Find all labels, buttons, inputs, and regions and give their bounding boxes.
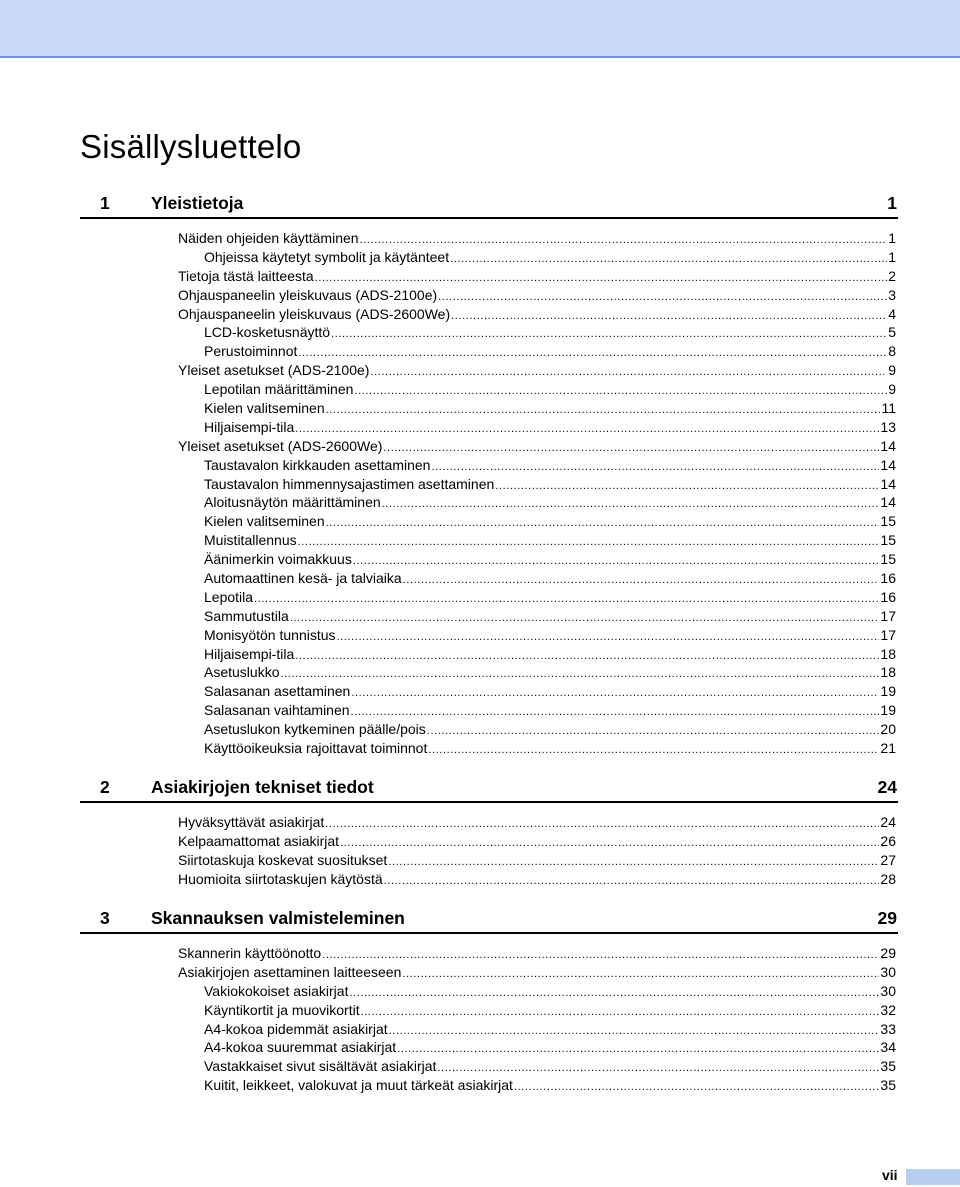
- toc-entry-title: Skannerin käyttöönotto: [178, 945, 322, 961]
- toc-entry[interactable]: [80, 418, 898, 437]
- toc-entry-title: Huomioita siirtotaskujen käytöstä: [178, 870, 383, 887]
- toc-entry[interactable]: [80, 286, 898, 305]
- dot-leader: [298, 533, 880, 552]
- chapter-page: 1: [887, 193, 897, 213]
- dot-leader: [431, 458, 879, 477]
- page-number: vii: [882, 1167, 898, 1183]
- toc-entry[interactable]: [80, 493, 898, 512]
- toc-entry[interactable]: [80, 305, 898, 324]
- dot-leader: [337, 628, 880, 647]
- toc-entry-page: 1: [888, 230, 896, 246]
- toc-entry-page: 14: [880, 456, 896, 473]
- chapter-heading[interactable]: [80, 908, 898, 934]
- toc-entry-page: 21: [880, 740, 896, 757]
- toc-entry[interactable]: [80, 645, 898, 664]
- dot-leader: [450, 250, 887, 269]
- toc-entry-title: Hyväksyttävät asiakirjat: [178, 814, 325, 830]
- toc-entry-title: Automaattinen kesä- ja talviaika: [204, 570, 402, 587]
- chapter-number: 3: [100, 908, 110, 928]
- toc-entry[interactable]: [80, 229, 898, 248]
- dot-leader: [388, 853, 879, 872]
- toc-entry-title: Asetuslukko: [204, 664, 280, 681]
- dot-leader: [331, 325, 887, 344]
- toc-entry-page: 33: [880, 1020, 896, 1037]
- toc-entry-title: Asiakirjojen asettaminen laitteeseen: [178, 963, 402, 980]
- chapter-title: Yleistietoja: [151, 193, 244, 213]
- toc-entry-title: Näiden ohjeiden käyttäminen: [178, 230, 359, 246]
- toc-entry-title: A4-kokoa pidemmät asiakirjat: [204, 1020, 388, 1037]
- toc-entry[interactable]: [80, 588, 898, 607]
- toc-entry[interactable]: [80, 342, 898, 361]
- toc-entry-list: [80, 229, 898, 758]
- toc-entry-page: 9: [888, 381, 896, 398]
- dot-leader: [290, 609, 880, 628]
- toc-entry-page: 28: [880, 870, 896, 887]
- chapter-page: 24: [877, 777, 897, 797]
- toc-entry[interactable]: [80, 739, 898, 758]
- toc-entry-page: 34: [880, 1039, 896, 1056]
- toc-entry-title: Salasanan asettaminen: [204, 683, 351, 700]
- dot-leader: [389, 1022, 880, 1041]
- toc-entry-page: 16: [880, 588, 896, 605]
- dot-leader: [514, 1078, 880, 1097]
- toc-entry-title: Siirtotaskuja koskevat suositukset: [178, 851, 388, 868]
- toc-entry-page: 20: [880, 721, 896, 738]
- toc-entry-page: 15: [880, 513, 896, 530]
- toc-entry-title: Asetuslukon kytkeminen päälle/pois: [204, 721, 426, 738]
- toc-entry-title: Aloitusnäytön määrittäminen: [204, 494, 381, 511]
- toc-entry-page: 14: [880, 437, 896, 454]
- dot-leader: [382, 495, 880, 514]
- dot-leader: [402, 965, 879, 984]
- toc-entry-page: 5: [888, 324, 896, 341]
- toc-entry[interactable]: [80, 531, 898, 550]
- toc-entry[interactable]: [80, 248, 898, 267]
- toc-entry-page: 17: [880, 607, 896, 624]
- dot-leader: [397, 1040, 879, 1059]
- dot-leader: [427, 722, 880, 741]
- dot-leader: [322, 946, 879, 965]
- toc-entry-page: 14: [880, 494, 896, 511]
- toc-entry[interactable]: [80, 813, 898, 832]
- toc-entry-page: 15: [880, 551, 896, 568]
- dot-leader: [280, 665, 879, 684]
- toc-entry[interactable]: [80, 982, 898, 1001]
- dot-leader: [351, 703, 880, 722]
- dot-leader: [428, 741, 879, 760]
- toc-entry[interactable]: [80, 1020, 898, 1039]
- chapter-heading[interactable]: [80, 193, 898, 219]
- toc-entry-title: Ohjeissa käytetyt symbolit ja käytänteet: [204, 248, 450, 265]
- dot-leader: [383, 439, 879, 458]
- toc-entry-page: 1: [888, 248, 896, 265]
- toc-entry[interactable]: [80, 851, 898, 870]
- toc-entry[interactable]: [80, 475, 898, 494]
- toc-entry[interactable]: [80, 550, 898, 569]
- dot-leader: [325, 815, 879, 834]
- toc-entry-page: 14: [880, 475, 896, 492]
- toc-entry[interactable]: [80, 456, 898, 475]
- toc-entry-page: 19: [880, 702, 896, 719]
- toc-entry-page: 35: [880, 1077, 896, 1094]
- dot-leader: [340, 834, 879, 853]
- toc-entry-page: 32: [880, 1001, 896, 1018]
- toc-entry-title: Salasanan vaihtaminen: [204, 702, 350, 719]
- toc-entry-page: 27: [880, 851, 896, 868]
- toc-entry-page: 24: [880, 814, 896, 830]
- toc-entry-page: 3: [888, 286, 896, 303]
- toc-entry-title: Hiljaisempi-tila: [204, 645, 295, 662]
- toc-entry-page: 29: [880, 945, 896, 961]
- toc-entry-title: LCD-kosketusnäyttö: [204, 324, 331, 341]
- dot-leader: [295, 420, 879, 439]
- dot-leader: [370, 363, 887, 382]
- toc-entry-title: Hiljaisempi-tila: [204, 418, 295, 435]
- dot-leader: [495, 477, 879, 496]
- toc-entry-page: 19: [880, 683, 896, 700]
- toc-entry-page: 2: [888, 267, 896, 284]
- chapter-heading[interactable]: [80, 777, 898, 803]
- chapter-page: 29: [877, 908, 897, 928]
- dot-leader: [451, 307, 887, 326]
- toc-entry[interactable]: [80, 569, 898, 588]
- toc-entry-page: 8: [888, 343, 896, 360]
- toc-entry[interactable]: [80, 720, 898, 739]
- toc-entry[interactable]: [80, 1057, 898, 1076]
- header-band: [0, 0, 960, 58]
- toc-entry-page: 17: [880, 626, 896, 643]
- chapter-title: Asiakirjojen tekniset tiedot: [151, 777, 374, 797]
- chapter-section: [80, 777, 898, 889]
- toc-entry-page: 30: [880, 982, 896, 999]
- chapter-section: [80, 908, 898, 1095]
- chapter-section: [80, 193, 898, 758]
- dot-leader: [326, 514, 880, 533]
- toc-entry-title: Muistitallennus: [204, 532, 297, 549]
- toc-entry-list: [80, 944, 898, 1095]
- toc-entry-page: 11: [881, 400, 896, 417]
- toc-entry-title: Monisyötön tunnistus: [204, 626, 336, 643]
- toc-entry[interactable]: [80, 682, 898, 701]
- toc-entry[interactable]: [80, 1076, 898, 1095]
- chapter-title: Skannauksen valmisteleminen: [151, 908, 405, 928]
- toc-entry-page: 13: [880, 418, 896, 435]
- dot-leader: [384, 872, 880, 891]
- page-tab: [906, 1169, 960, 1185]
- dot-leader: [295, 647, 879, 666]
- toc-entry-page: 4: [888, 305, 896, 322]
- toc-entry-page: 18: [880, 664, 896, 681]
- toc-entry-title: Ohjauspaneelin yleiskuvaus (ADS-2100e): [178, 286, 438, 303]
- toc-entry-title: Äänimerkin voimakkuus: [204, 551, 352, 568]
- toc-entry-title: Taustavalon himmennysajastimen asettaminen: [204, 475, 495, 492]
- toc-entry-title: Lepotila: [204, 588, 254, 605]
- dot-leader: [298, 344, 887, 363]
- toc-entry-page: 30: [880, 963, 896, 980]
- toc-entry-title: Sammutustila: [204, 607, 289, 624]
- toc-entry[interactable]: [80, 832, 898, 851]
- toc-entry-title: Ohjauspaneelin yleiskuvaus (ADS-2600We): [178, 305, 451, 322]
- toc-entry[interactable]: [80, 437, 898, 456]
- toc-entry-page: 26: [880, 832, 896, 849]
- dot-leader: [326, 401, 881, 420]
- toc-entry[interactable]: [80, 323, 898, 342]
- toc-entry-title: Vakiokokoiset asiakirjat: [204, 982, 349, 999]
- toc-entry-title: Käyttöoikeuksia rajoittavat toiminnot: [204, 740, 428, 757]
- toc-entry-page: 18: [880, 645, 896, 662]
- toc-entry-title: Käyntikortit ja muovikortit: [204, 1001, 360, 1018]
- toc-entry[interactable]: [80, 626, 898, 645]
- toc-entry[interactable]: [80, 607, 898, 626]
- toc-entry[interactable]: [80, 399, 898, 418]
- toc-entry-title: Yleiset asetukset (ADS-2600We): [178, 437, 383, 454]
- toc-entry[interactable]: [80, 267, 898, 286]
- toc-entry-page: 9: [888, 362, 896, 379]
- toc-entry-title: Kelpaamattomat asiakirjat: [178, 832, 340, 849]
- toc-entry-title: Yleiset asetukset (ADS-2100e): [178, 362, 370, 379]
- toc-entry-title: Kuitit, leikkeet, valokuvat ja muut tärkeät asiakirjat: [204, 1077, 513, 1094]
- toc-entry[interactable]: [80, 512, 898, 531]
- toc-entry[interactable]: [80, 1001, 898, 1020]
- toc-entry[interactable]: [80, 380, 898, 399]
- toc-entry[interactable]: [80, 361, 898, 380]
- toc-entry[interactable]: [80, 870, 898, 889]
- dot-leader: [254, 590, 879, 609]
- toc-entry-list: [80, 813, 898, 889]
- toc-entry-page: 35: [880, 1058, 896, 1075]
- chapter-number: 2: [100, 777, 110, 797]
- dot-leader: [438, 288, 887, 307]
- toc-entry-title: Lepotilan määrittäminen: [204, 381, 354, 398]
- dot-leader: [403, 571, 880, 590]
- toc-entry-title: Taustavalon kirkkauden asettaminen: [204, 456, 431, 473]
- toc-entry-page: 15: [880, 532, 896, 549]
- toc-entry[interactable]: [80, 701, 898, 720]
- toc-entry[interactable]: [80, 1038, 898, 1057]
- toc-entry-title: A4-kokoa suuremmat asiakirjat: [204, 1039, 397, 1056]
- toc-entry-title: Tietoja tästä laitteesta: [178, 267, 314, 284]
- toc-entry-title: Perustoiminnot: [204, 343, 298, 360]
- dot-leader: [349, 984, 879, 1003]
- toc-entry-title: Vastakkaiset sivut sisältävät asiakirjat: [204, 1058, 437, 1075]
- dot-leader: [354, 382, 887, 401]
- chapter-number: 1: [100, 193, 110, 213]
- toc-entry[interactable]: [80, 963, 898, 982]
- toc-entry[interactable]: [80, 663, 898, 682]
- toc-entry-page: 16: [880, 570, 896, 587]
- toc-entry-title: Kielen valitseminen: [204, 400, 325, 417]
- dot-leader: [351, 684, 879, 703]
- page-title: Sisällysluettelo: [80, 128, 302, 165]
- dot-leader: [361, 1003, 880, 1022]
- toc-entry[interactable]: [80, 944, 898, 963]
- toc-entry-title: Kielen valitseminen: [204, 513, 325, 530]
- dot-leader: [353, 552, 880, 571]
